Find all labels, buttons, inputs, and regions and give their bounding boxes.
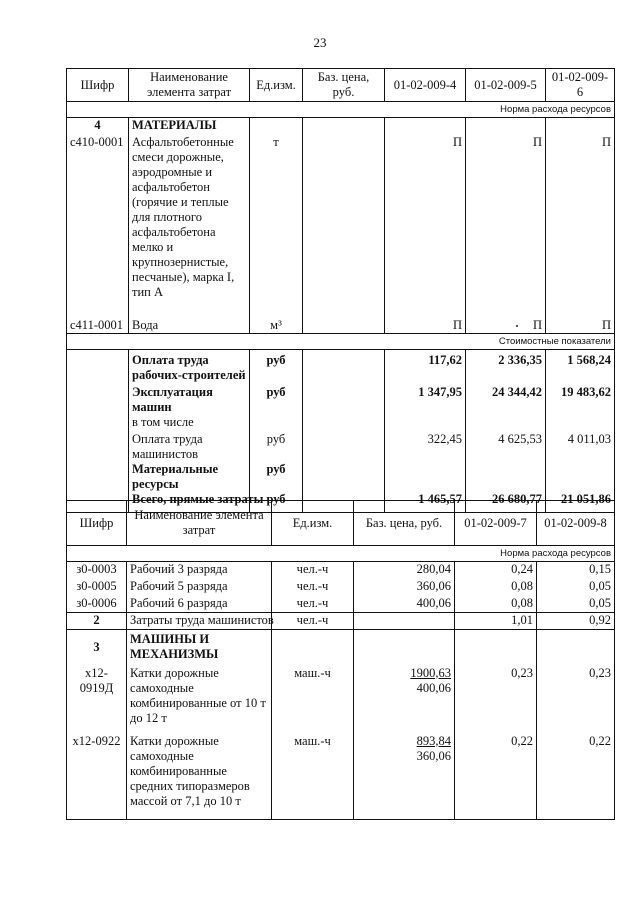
row-unit: чел.-ч [272, 596, 354, 613]
band-cost-indicators: Стоимостные показатели [67, 333, 615, 349]
row-name: Катки дорожные самоходные комбинированные от 10 т до 12 т [127, 666, 272, 734]
cost-value: 4 011,03 [546, 432, 615, 462]
cost-name: Всего, прямые затраты [129, 492, 250, 512]
cost-row [67, 432, 615, 462]
table-row [67, 596, 615, 613]
row-price-cell [354, 666, 455, 734]
cost-unit: руб [250, 385, 303, 415]
row-value: 0,22 [455, 734, 537, 820]
row-value: 0,08 [455, 579, 537, 596]
band-resource-norm: Норма расхода ресурсов [67, 546, 615, 562]
row-code: з0-0003 [67, 562, 127, 579]
header-base-price: Баз. цена, руб. [303, 69, 385, 102]
section-title: МАШИНЫ И МЕХАНИЗМЫ [127, 630, 272, 666]
row-unit: чел.-ч [272, 579, 354, 596]
cost-name: в том числе [129, 415, 250, 432]
row-name: Асфальтобетонные смеси дорожные, аэродромные и асфальтобетон (горячие и теплые для плотного асфальтобетона мелко и крупнозернистые, песчаные), марка I, тип А [129, 135, 250, 318]
cost-name: Оплата труда машинистов [129, 432, 250, 462]
row-code: х12-0919Д [67, 666, 127, 734]
row-value: П [385, 318, 466, 334]
row-value: 0,22 [537, 734, 615, 820]
cost-name: Оплата труда рабочих-строителей [129, 349, 250, 385]
row-value: 0,05 [537, 579, 615, 596]
row-code: х12-0922 [67, 734, 127, 820]
header-col-009-7: 01-02-009-7 [455, 501, 537, 546]
table-row [67, 579, 615, 596]
cost-value: 21 051,86 [546, 492, 615, 512]
section-number: 4 [67, 118, 129, 135]
scan-speck [516, 325, 518, 327]
cost-value: 1 465,57 [385, 492, 466, 512]
header-code: Шифр [67, 69, 129, 102]
row-value: 0,92 [537, 613, 615, 630]
cost-value: 4 625,53 [466, 432, 546, 462]
table-row [67, 666, 615, 734]
row-value: 0,05 [537, 596, 615, 613]
row-value: П [546, 318, 615, 334]
row-code: 2 [67, 613, 127, 630]
row-name: Рабочий 6 разряда [127, 596, 272, 613]
cost-unit: руб [250, 492, 303, 512]
band-resource-norm: Норма расхода ресурсов [67, 102, 615, 118]
cost-value: 19 483,62 [546, 385, 615, 415]
header-col-009-8: 01-02-009-8 [537, 501, 615, 546]
table-row [67, 562, 615, 579]
table-row [67, 318, 615, 334]
row-price: 1900,63 [410, 665, 451, 680]
row-price: 893,84 [416, 733, 451, 748]
header-col-009-4: 01-02-009-4 [385, 69, 466, 102]
row-unit: т [250, 135, 303, 318]
cost-row [67, 415, 615, 432]
cost-value: 1 568,24 [546, 349, 615, 385]
row-value: 0,15 [537, 562, 615, 579]
cost-unit: руб [250, 349, 303, 385]
row-value: 0,23 [455, 666, 537, 734]
row-value: 0,23 [537, 666, 615, 734]
cost-value: 322,45 [385, 432, 466, 462]
row-unit: маш.-ч [272, 734, 354, 820]
table-row [67, 135, 615, 318]
row-price: 400,06 [354, 596, 455, 613]
row-price-cell [354, 734, 455, 820]
row-name: Катки дорожные самоходные комбинированные средних типоразмеров массой от 7,1 до 10 т [127, 734, 272, 820]
cost-value: 117,62 [385, 349, 466, 385]
row-unit: маш.-ч [272, 666, 354, 734]
row-name: Затраты труда машинистов [127, 613, 272, 630]
row-unit: чел.-ч [272, 562, 354, 579]
cost-unit: руб [250, 432, 303, 462]
row-code: з0-0006 [67, 596, 127, 613]
cost-name: Материальные ресурсы [129, 462, 250, 492]
row-code: с411-0001 [67, 318, 129, 334]
row-price: 280,04 [354, 562, 455, 579]
cost-name: Эксплуатация машин [129, 385, 250, 415]
cost-value: 26 680,77 [466, 492, 546, 512]
cost-value: 2 336,35 [466, 349, 546, 385]
row-value: 0,24 [455, 562, 537, 579]
row-value: П [466, 135, 546, 318]
row-code: з0-0005 [67, 579, 127, 596]
row-unit: м³ [250, 318, 303, 334]
header-unit: Ед.изм. [250, 69, 303, 102]
row-name: Вода [129, 318, 250, 334]
cost-row [67, 349, 615, 385]
row-value: П [466, 318, 546, 334]
header-col-009-6: 01-02-009-6 [546, 69, 615, 102]
cost-row [67, 462, 615, 492]
header-unit: Ед.изм. [272, 501, 354, 546]
table-row [67, 734, 615, 820]
row-name: Рабочий 3 разряда [127, 562, 272, 579]
row-value: 0,08 [455, 596, 537, 613]
header-name: Наименование элемента затрат [127, 501, 272, 546]
header-base-price: Баз. цена, руб. [354, 501, 455, 546]
row-value: П [546, 135, 615, 318]
header-code: Шифр [67, 501, 127, 546]
row-unit: чел.-ч [272, 613, 354, 630]
row-value: П [385, 135, 466, 318]
row-value: 1,01 [455, 613, 537, 630]
resource-table-1 [66, 68, 615, 513]
cost-unit: руб [250, 462, 303, 492]
cost-value: 1 347,95 [385, 385, 466, 415]
table-row [67, 613, 615, 630]
resource-table-2 [66, 500, 615, 820]
page-number: 23 [313, 35, 327, 50]
cost-row [67, 385, 615, 415]
row-price: 360,06 [354, 579, 455, 596]
row-price-secondary: 400,06 [416, 680, 451, 695]
cost-value: 24 344,42 [466, 385, 546, 415]
row-code: с410-0001 [67, 135, 129, 318]
section-number: 3 [67, 630, 127, 666]
section-title: МАТЕРИАЛЫ [129, 118, 250, 135]
header-name: Наименование элемента затрат [129, 69, 250, 102]
header-col-009-5: 01-02-009-5 [466, 69, 546, 102]
row-name: Рабочий 5 разряда [127, 579, 272, 596]
row-price-secondary: 360,06 [416, 748, 451, 763]
